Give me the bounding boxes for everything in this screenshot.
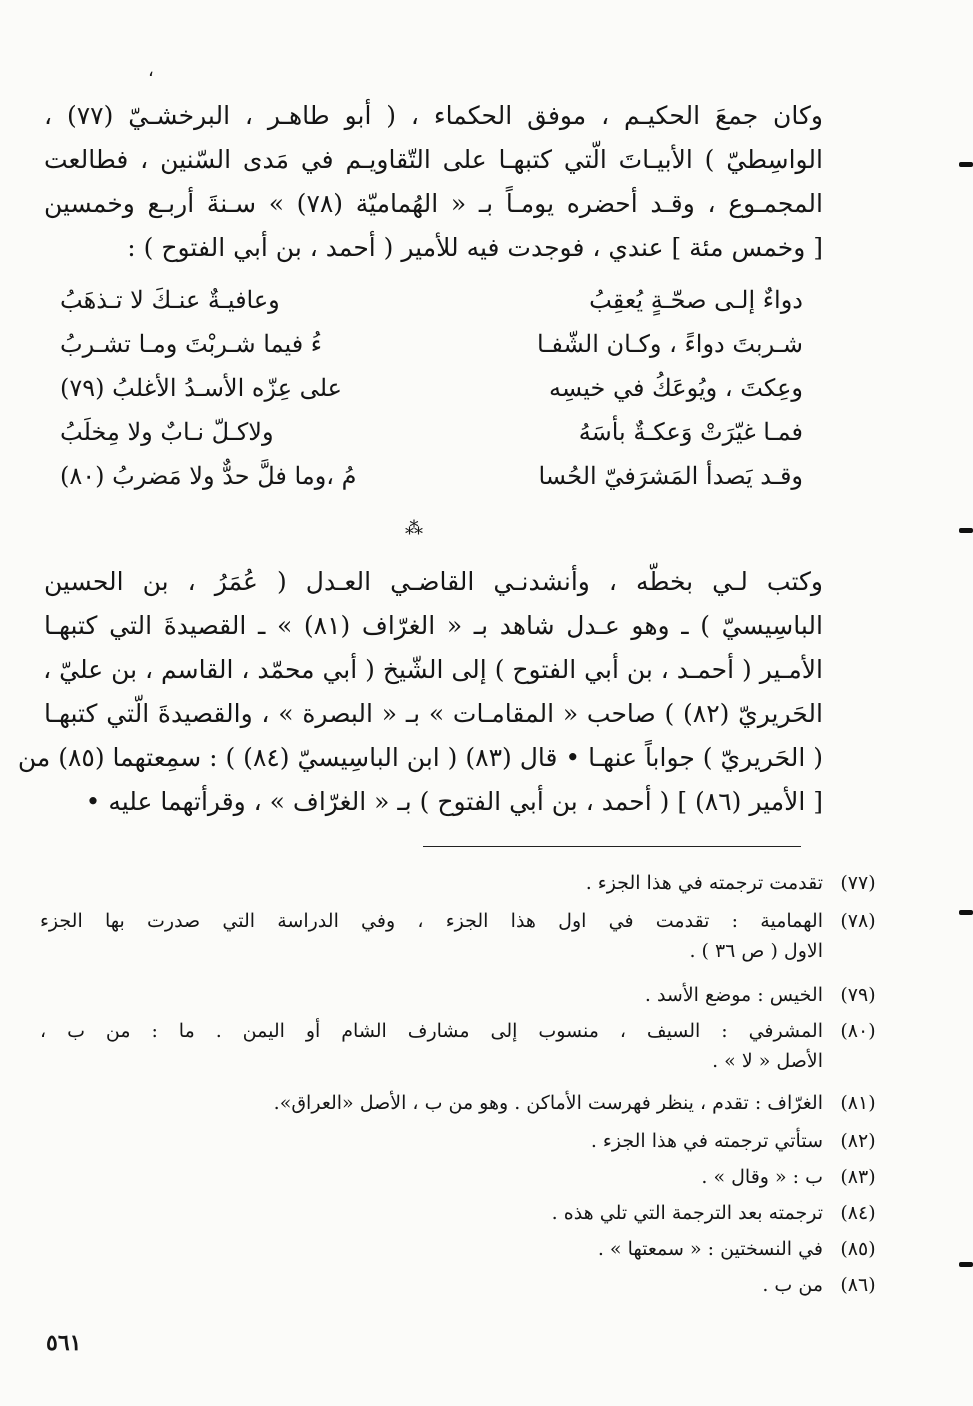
verse-second-hemistich: ولاكـلّ نـابٌ ولا مِخلَبُ: [60, 418, 274, 446]
footnote-text: الغرّاف : تقدم ، ينظر فهرست الأماكن . وهو من ب ، الأصل «العراق».: [273, 1092, 823, 1114]
footnote-text: ستأتي ترجمته في هذا الجزء .: [590, 1130, 823, 1152]
footnote-text: الخيس : موضع الأسد .: [644, 984, 823, 1006]
paragraph-line: وكان جمعَ الحكيـم ، موفق الحكماء ، ( أبو طاهـر ، البرخشـيّ (٧٧) ،: [44, 101, 823, 130]
footnote-number: (٨٤): [840, 1202, 876, 1224]
footnote-number: (٧٨): [840, 910, 876, 932]
paragraph-line: الواسِطيّ ) الأبيـاتَ الّتي كتبهـا على التّقاويـم في مَدى السّنين ، فطالعت: [44, 145, 823, 174]
footnote-number: (٨٥): [840, 1238, 876, 1260]
footnote-number: (٧٧): [840, 872, 876, 894]
footnote-number: (٨١): [840, 1092, 876, 1114]
verse-second-hemistich: ءُ فيما شـربْتَ ومـا تشـربُ: [60, 330, 323, 358]
verse-second-hemistich: على عِزّه الأسـدُ الأغلبُ (٧٩): [60, 374, 342, 402]
paragraph-line: ( الحَريريّ ) جواباً عنهـا • قال (٨٣) ( ابن الباسِيسيّ (٨٤) ) : سمِعتهما (٨٥) من: [17, 743, 823, 772]
paragraph-line: المجمـوع ، وقـد أحضره يومـاً بـ « الهُماميّة (٧٨) » سـنةَ أربـع وخمسين: [44, 189, 823, 218]
margin-smudge: [959, 1262, 973, 1267]
verse-first-hemistich: وقـد يَصدأ المَشرَفيّ الحُسا: [538, 462, 803, 490]
page-number: ٥٦١: [46, 1330, 82, 1356]
verse-line: [60, 456, 803, 500]
paragraph-line: الحَريريّ (٨٢) ) صاحب « المقامـات » بـ « البصرة » ، والقصيدةَ الّتي كتبهـا: [44, 699, 823, 728]
margin-smudge: [959, 162, 973, 167]
footnote: [40, 1198, 876, 1228]
verse-line: [60, 368, 803, 412]
verse-line: [60, 324, 803, 368]
poem: [60, 280, 803, 500]
footnote-number: (٨٦): [840, 1274, 876, 1296]
footnote: [40, 906, 876, 966]
margin-smudge: [959, 528, 973, 533]
verse-line: [60, 412, 803, 456]
footnote-number: (٨٠): [840, 1020, 876, 1042]
footnote: [40, 868, 876, 898]
paragraph-line: [ الأمير (٨٦) ] ( أحمد ، بن أبي الفتوح ) بـ « الغرّاف » ، وقرأتهما عليه •: [85, 787, 823, 816]
top-mark: ،: [148, 60, 154, 81]
footnote-text: الأصل « لا » .: [712, 1050, 823, 1072]
footnote-text: ب : « وقال » .: [701, 1166, 823, 1188]
footnote: [40, 1016, 876, 1076]
section-separator-stars: ⁂: [405, 518, 423, 539]
paragraph-line: [ وخمس مئة ] عندي ، فوجدت فيه للأمير ( أحمد ، بن أبي الفتوح ) :: [127, 233, 823, 262]
footnote-number: (٨٣): [840, 1166, 876, 1188]
footnote-number: (٨٢): [840, 1130, 876, 1152]
footnote-text: في النسختين : « سمعتها » .: [597, 1238, 823, 1260]
paragraph-line: الأمـير ( أحمـد ، بن أبي الفتوح ) إلى الشّيخ ( أبي محمّد ، القاسم ، بن عليّ ،: [43, 655, 823, 684]
footnote-text: ترجمته بعد الترجمة التي تلي هذه .: [551, 1202, 823, 1224]
verse-first-hemistich: فمـا غيّرَتْ وَعكـةٌ بأسَهُ: [578, 418, 803, 446]
paragraph-line: الباسِيسيّ ) ـ وهو عـدل شاهد بـ « الغرّاف (٨١) » ـ القصيدةَ التي كتبهـا: [44, 611, 823, 640]
footnote: [40, 1126, 876, 1156]
margin-smudge: [959, 910, 973, 915]
footnote: [40, 1234, 876, 1264]
footnote-text: المشرفي : السيف ، منسوب إلى مشارف الشام أو اليمن . ما : من ب ،: [40, 1020, 823, 1042]
footnote-rule: [423, 846, 801, 847]
verse-second-hemistich: وعافيـةٌ عنـكَ لا تـذهَبُ: [60, 286, 280, 314]
verse-second-hemistich: مُ ،وما فلَّ حدٌّ ولا مَضربُ (٨٠): [60, 462, 357, 490]
footnote: [40, 980, 876, 1010]
footnote-number: (٧٩): [840, 984, 876, 1006]
footnote: [40, 1088, 876, 1118]
verse-first-hemistich: وعِكتَ ، ويُوعَكُ في خيسِه: [548, 374, 803, 402]
footnote-text: من ب .: [762, 1274, 823, 1296]
paragraph-line: وكتب لـي بخطّه ، وأنشدنـي القاضـي العـدل ( عُمَرُ ، بن الحسين: [44, 567, 823, 596]
verse-first-hemistich: شـربتَ دواءً ، وكـان الشّفـا: [537, 330, 803, 358]
verse-first-hemistich: دواءٌ إلـى صحّـةٍ يُعقِبُ: [589, 286, 803, 314]
footnote: [40, 1270, 876, 1300]
verse-line: [60, 280, 803, 324]
footnote-text: الهمامية : تقدمت في اول هذا الجزء ، وفي الدراسة التي صدرت بها الجزء: [40, 910, 823, 932]
footnote-text: الاول ( ص ٣٦ ) .: [689, 940, 823, 962]
footnote-text: تقدمت ترجمته في هذا الجزء .: [585, 872, 823, 894]
footnote: [40, 1162, 876, 1192]
